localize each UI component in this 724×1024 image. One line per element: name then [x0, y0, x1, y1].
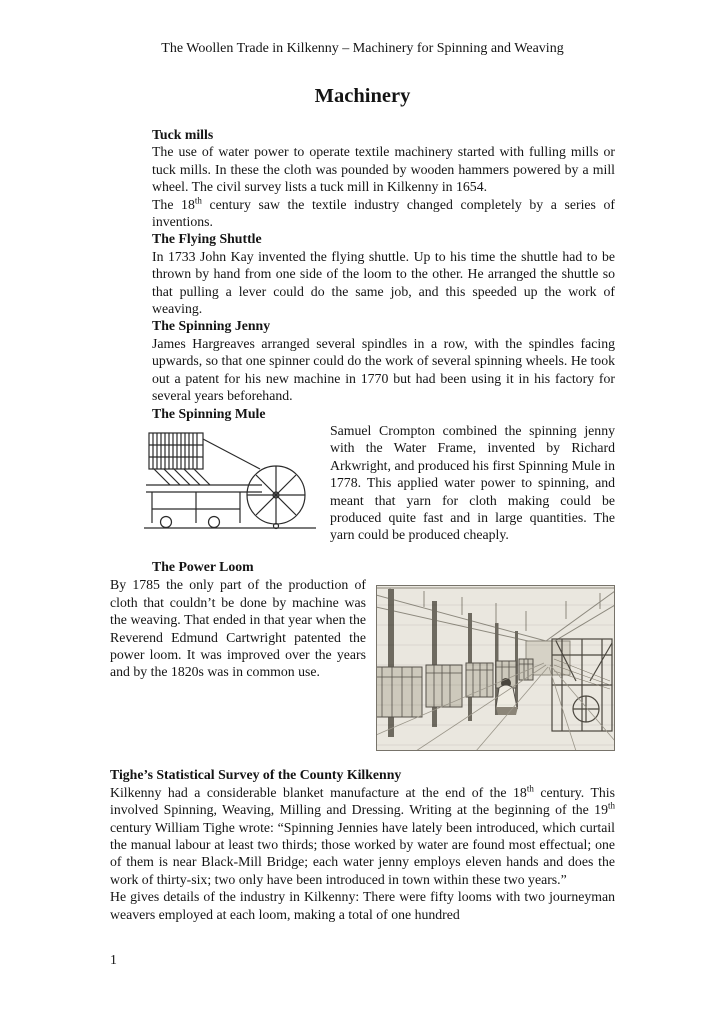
paragraph-tuck-mills-2: [152, 196, 615, 231]
page-title: Machinery: [314, 85, 411, 107]
power-loom-factory-engraving: [376, 585, 615, 751]
paragraph-tighe-2: He gives details of the industry in Kilkenny: There were fifty looms with two journeyman weavers employed at each loom, making a total of one hundred: [110, 889, 615, 922]
ordinal-superscript: th: [607, 800, 615, 811]
tighe-survey-block: [110, 766, 615, 923]
ordinal-superscript: th: [526, 783, 534, 794]
heading-power-loom: The Power Loom: [152, 558, 254, 574]
text-segment: The 18: [152, 196, 195, 212]
power-loom-image: [376, 585, 615, 751]
paragraph-spinning-jenny: James Hargreaves arranged several spindles in a row, with the spindles facing upwards, so that one spinner could do the work of several spinning wheels. He took out a patent for his new machine in 1770 but had been using it in his factory for several years beforehand.: [152, 335, 615, 404]
heading-spinning-jenny: The Spinning Jenny: [152, 318, 271, 334]
paragraph-tuck-mills-1: The use of water power to operate textile machinery started with fulling mills or tuck mills. In these the cloth was pounded by wooden hammers powered by a mill wheel. The civil survey lists a tuck mill in Kilkenny in 1654.: [152, 144, 615, 195]
text-segment: century. This involved Spinning, Weaving, Milling and Dressing. Writing at the beginning of the 19: [110, 784, 616, 818]
page-number: 1: [110, 952, 117, 967]
text-segment: Kilkenny had a considerable blanket manufacture at the end of the 18: [110, 784, 527, 800]
paragraph-tighe-1: [110, 784, 615, 888]
power-loom-figure-row: [110, 576, 615, 751]
heading-tuck-mills: Tuck mills: [152, 127, 214, 142]
main-content-block: [152, 126, 615, 575]
text-segment: century saw the textile industry changed completely by a series of inventions.: [152, 196, 615, 230]
ordinal-superscript: th: [194, 195, 202, 206]
paragraph-power-loom: By 1785 the only part of the production of cloth that couldn’t be done by machine was the weaving. That ended in that year when the Reverend Edmund Cartwright patented the power loom. It was improved over the years and by the 1820s was in common use.: [110, 577, 366, 680]
spinning-mule-figure-row: [152, 422, 615, 545]
spinning-mule-image: [144, 425, 316, 545]
paragraph-flying-shuttle: In 1733 John Kay invented the flying shuttle. Up to his time the shuttle had to be thrown by hand from one side of the loom to the other. He arranged the shuttle so that pulling a lever could do the same job, and this speeded up the work of weaving.: [152, 248, 615, 317]
heading-tighe-survey: Tighe’s Statistical Survey of the County Kilkenny: [110, 767, 402, 783]
running-header: The Woollen Trade in Kilkenny – Machinery for Spinning and Weaving: [161, 41, 564, 56]
heading-flying-shuttle: The Flying Shuttle: [152, 231, 262, 247]
heading-spinning-mule: The Spinning Mule: [152, 405, 266, 421]
text-segment: century William Tighe wrote: “Spinning Jennies have lately been introduced, which curtail the manual labour at least two thirds; those worked by water are found most effectual; one of them is near Black-Mill Bridge; each water jenny employs eleven hands and does the work of thirty-six; two only have been introduced in town within these two years.”: [110, 819, 615, 887]
spinning-mule-engraving: [144, 425, 316, 545]
paragraph-spinning-mule: Samuel Crompton combined the spinning jenny with the Water Frame, invented by Richard Arkwright, and produced his first Spinning Mule in 1778. This applied water power to spinning, and meant that yarn for cloth making could be produced quite fast and in large quantities. The yarn could be produced cheaply.: [330, 422, 615, 543]
